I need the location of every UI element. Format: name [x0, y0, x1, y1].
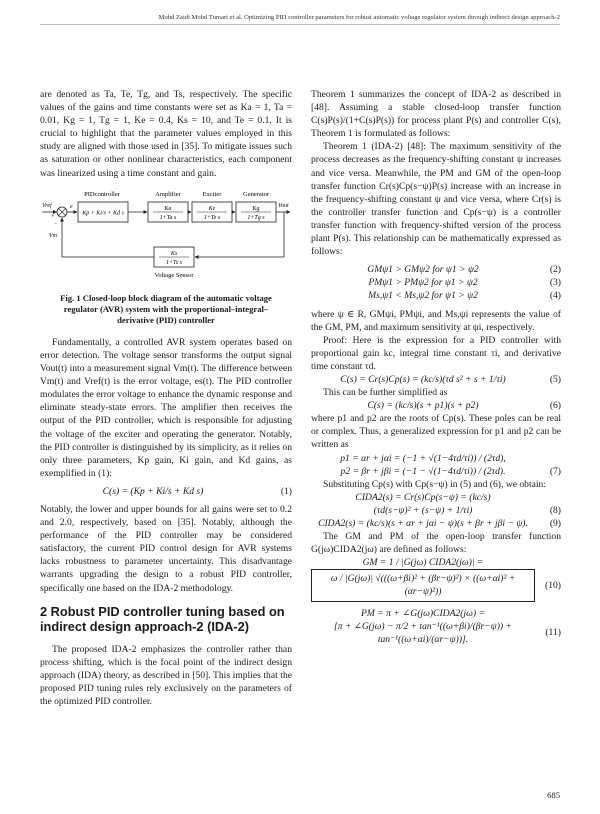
- vm-label: Vm: [49, 232, 57, 239]
- equation-6: C(s) = (kc/s)(s + p1)(s + p2) (6): [367, 400, 561, 412]
- equation-8a: CIDA2(s) = Cr(s)Cp(s−ψ) = (kc/s): [355, 491, 491, 503]
- diagram-label: +: [51, 213, 55, 220]
- diagram-label: Ka: [164, 205, 172, 212]
- equation-7a: p1 = αr + jαi = (−1 + √(1−4τd/τi)) / (2τd),: [340, 452, 506, 464]
- paragraph: Fundamentally, a controlled AVR system operates based on error detection. The voltage sensor transforms the output signal Vout(t) into a measurement signal Vm(t). The difference between Vm(t) and Vref(t) is the error voltage, es(t). The PID controller modulates the error voltage to enhance the dynamic response and eliminate steady-state errors. The amplifier then receives the output of the PID controller, which is responsible for adjusting the voltage of the exciter and operating the generator. Notably, the PID controller is distinguished by its simplicity, as it relies on only three parameters, Kp gain, Ki gain, and Kd gains, as exemplified in (1):: [40, 336, 292, 479]
- paragraph: Theorem 1 (IDA-2) [48]: The maximum sensitivity of the process decreases as the frequency-shifting constant ψ increases and vice versa. Meanwhile, the PM and GM of the open-loop transfer function Cr(s)Cp(s−ψ)P(s) increase with an increase in the frequency-shifting constant ψ and vice versa, where Cr(s) is the controller transfer function and Cp(s−ψ) is a controller transfer function with frequency-shifted version of the process plant P(s). This relationship can be mathematically expressed as follows:: [311, 141, 561, 258]
- equation-2: GMψ1 > GMψ2 for ψ1 > ψ2 (2): [367, 264, 561, 276]
- paragraph: Proof: Here is the expression for a PID controller with proportional gain kc, integral time constant τi, and derivative time constant τd.: [311, 334, 561, 372]
- diagram-label: Ke: [208, 205, 216, 212]
- diagram-label: 1+Ta s: [159, 214, 177, 221]
- paragraph: Theorem 1 summarizes the concept of IDA-2 as described in [48]. Assuming a stable closed-loop transfer function C(s)P(s)/(1+C(s)P(s)) for process plant P(s) and controller C(s), Theorem 1 is formulated as follows:: [311, 89, 561, 140]
- vref-label: Vref: [42, 202, 52, 209]
- running-head: Mohd Zaidi Mohd Tumari et al. Optimizing PID controller parameters for robust automatic voltage regulator system through indirect design approach-2: [40, 14, 560, 25]
- paragraph: Substituting Cp(s) with Cp(s−ψ) in (5) and (6), we obtain:: [323, 478, 546, 490]
- section-heading: 2 Robust PID controller tuning based on indirect design approach-2 (IDA-2): [40, 603, 285, 634]
- diagram-label: −: [54, 220, 58, 227]
- diagram-label: 1+Te s: [203, 214, 221, 221]
- equation-10b: ω / |G(jω)| √(((ω+βi)² + (βr−ψ)²) × ((ω+αi)² + (αr−ψ)²)) (10): [311, 569, 561, 601]
- error-label: e: [70, 203, 73, 210]
- equation-8b: (τd(s−ψ)² + (s−ψ) + 1/τi) (8): [373, 504, 561, 516]
- equation-3: PMψ1 > PMψ2 for ψ1 > ψ2 (3): [368, 277, 561, 289]
- pid-tf: Kp + Ki/s + Kd s: [82, 210, 124, 217]
- figure-caption: Fig. 1 Closed-loop block diagram of the automatic voltage regulator (AVR) system with the proportional–integral–derivative (PID) controller: [60, 292, 272, 326]
- paragraph: are denoted as Ta, Te, Tg, and Ts, respectively. The specific values of the gains and time constants were set as Ka = 1, Ta = 0.01, Kg = 1, Tg = 1, Ke = 0.4, Ks = 10, and Te = 0.1. It is crucial to highlight that the parameter values employed in this study are aligned with those used in [35]. To mitigate issues such as saturation or other nonlinear characteristics, each component was linearized using a time constant and gain.: [40, 89, 292, 179]
- page-number: 685: [547, 790, 560, 800]
- paragraph: The proposed IDA-2 emphasizes the controller rather than process shifting, which is the focal point of the indirect design approach (IDA) theory, as described in [50]. This implies that the proposed PID tuning rules rely exclusively on the parameters of the optimized PID controller.: [40, 643, 292, 708]
- equation-4: Ms,ψ1 < Ms,ψ2 for ψ1 > ψ2 (4): [368, 290, 561, 302]
- diagram-label: 1+Ts s: [165, 259, 183, 266]
- avr-block-diagram: [40, 185, 292, 293]
- equation-1: C(s) = (Kp + Ki/s + Kd s) (1): [102, 485, 292, 497]
- diagram-label: Kg: [252, 205, 260, 212]
- equation-10a: GM = 1 / |G(jω) CIDA2(jω)| =: [362, 557, 484, 569]
- paragraph: where p1 and p2 are the roots of Cp(s). These poles can be real or complex. Thus, a generalized expression for p1 and p2 can be written as: [311, 413, 561, 451]
- pid-label: PIDcontroller: [84, 190, 120, 198]
- sensor-label: Voltage Sensor: [154, 271, 194, 279]
- left-column: [40, 88, 292, 708]
- diagram-label: Ks: [170, 250, 178, 257]
- amp-label: Amplifier: [155, 190, 181, 198]
- paragraph: This can be further simplified as: [323, 387, 448, 399]
- equation-5: C(s) = Cr(s)Cp(s) = (kc/s)(τd s² + s + 1/τi) (5): [340, 373, 561, 385]
- equation-11b: [π + ∠G(jω) − π/2 + tan⁻¹((ω+βi)/(βr−ψ)) + tan⁻¹((ω+αi)/(αr−ψ))]. (11): [334, 620, 561, 645]
- gen-label: Generator: [243, 190, 269, 198]
- right-column: [311, 88, 561, 646]
- equation-7b: p2 = βr + jβi = (−1 − √(1−4τd/τi)) / (2τd). (7): [340, 465, 561, 477]
- block-diagram-svg: [40, 185, 292, 293]
- paragraph: Notably, the lower and upper bounds for all gains were set to 0.2 and 2.0, respectively, based on [35]. Notably, although the performance of the PID controller may be considered satisfactory, the current PID control design for AVR systems lacks robustness to parameter uncertainty. This disadvantage warrants upgrading the design to a robust PID controller, specifically one based on the IDA-2 methodology.: [40, 504, 292, 594]
- equation-9: CIDA2(s) = (kc/s)(s + αr + jαi − ψ)(s + βr + jβi − ψ). (9): [318, 518, 561, 529]
- diagram-label: 1+Tg s: [247, 214, 265, 221]
- exc-label: Exciter: [202, 190, 222, 198]
- paragraph: where ψ ∈ R, GMψi, PMψi, and Ms,ψi represents the value of the GM, PM, and maximum sensitivity at ψi, respectively.: [311, 308, 561, 333]
- paragraph: The GM and PM of the open-loop transfer function G(jω)CIDA2(jω) are defined as follows:: [311, 531, 561, 556]
- equation-11a: PM = π + ∠G(jω)CIDA2(jω) =: [361, 607, 485, 619]
- vout-label: Vout: [278, 202, 289, 209]
